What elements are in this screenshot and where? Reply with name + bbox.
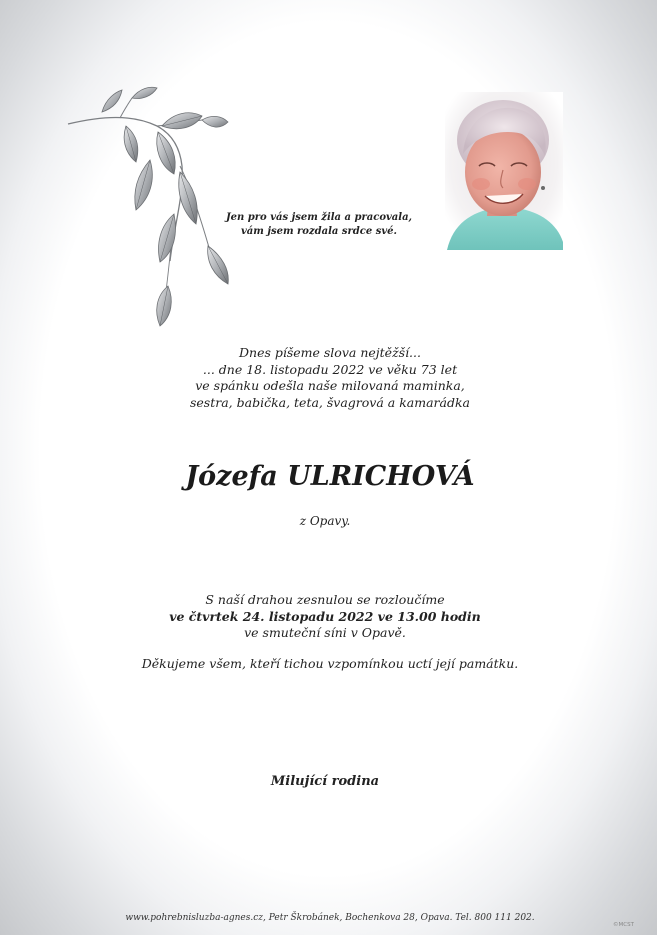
deceased-name: Józefa ULRICHOVÁ <box>185 461 475 492</box>
intro-line-4: sestra, babička, teta, švagrová a kamarádka <box>189 394 471 410</box>
deceased-origin: z Opavy. <box>299 514 351 528</box>
intro-line-2: ... dne 18. listopadu 2022 ve věku 73 let <box>202 361 458 377</box>
announcement-intro <box>120 345 540 411</box>
intro-line-1: Dnes píšeme slova nejtěžší... <box>239 345 421 360</box>
thanks-text: Děkujeme všem, kteří tichou vzpomínkou uctí její památku. <box>141 656 519 671</box>
funeral-service-footer: www.pohrebnisluzba-agnes.cz, Petr Škrobánek, Bochenkova 28, Opava. Tel. 800 111 202. <box>125 913 535 923</box>
motto-line-2: vám jsem rozdala srdce své. <box>241 226 397 237</box>
farewell-line-1: S naší drahou zesnulou se rozloučíme <box>205 592 445 607</box>
motto <box>214 211 424 239</box>
portrait-photo <box>445 92 563 250</box>
family-signature: Milující rodina <box>270 774 380 789</box>
copyright-mark: ©MCST <box>613 922 634 928</box>
funeral-details <box>100 592 550 642</box>
intro-line-3: ve spánku odešla naše milovaná maminka, <box>195 378 465 393</box>
funeral-date-time: ve čtvrtek 24. listopadu 2022 ve 13.00 hodin <box>169 608 481 624</box>
motto-line-1: Jen pro vás jsem žila a pracovala, <box>225 212 413 223</box>
funeral-venue: ve smuteční síni v Opavě. <box>244 625 406 640</box>
